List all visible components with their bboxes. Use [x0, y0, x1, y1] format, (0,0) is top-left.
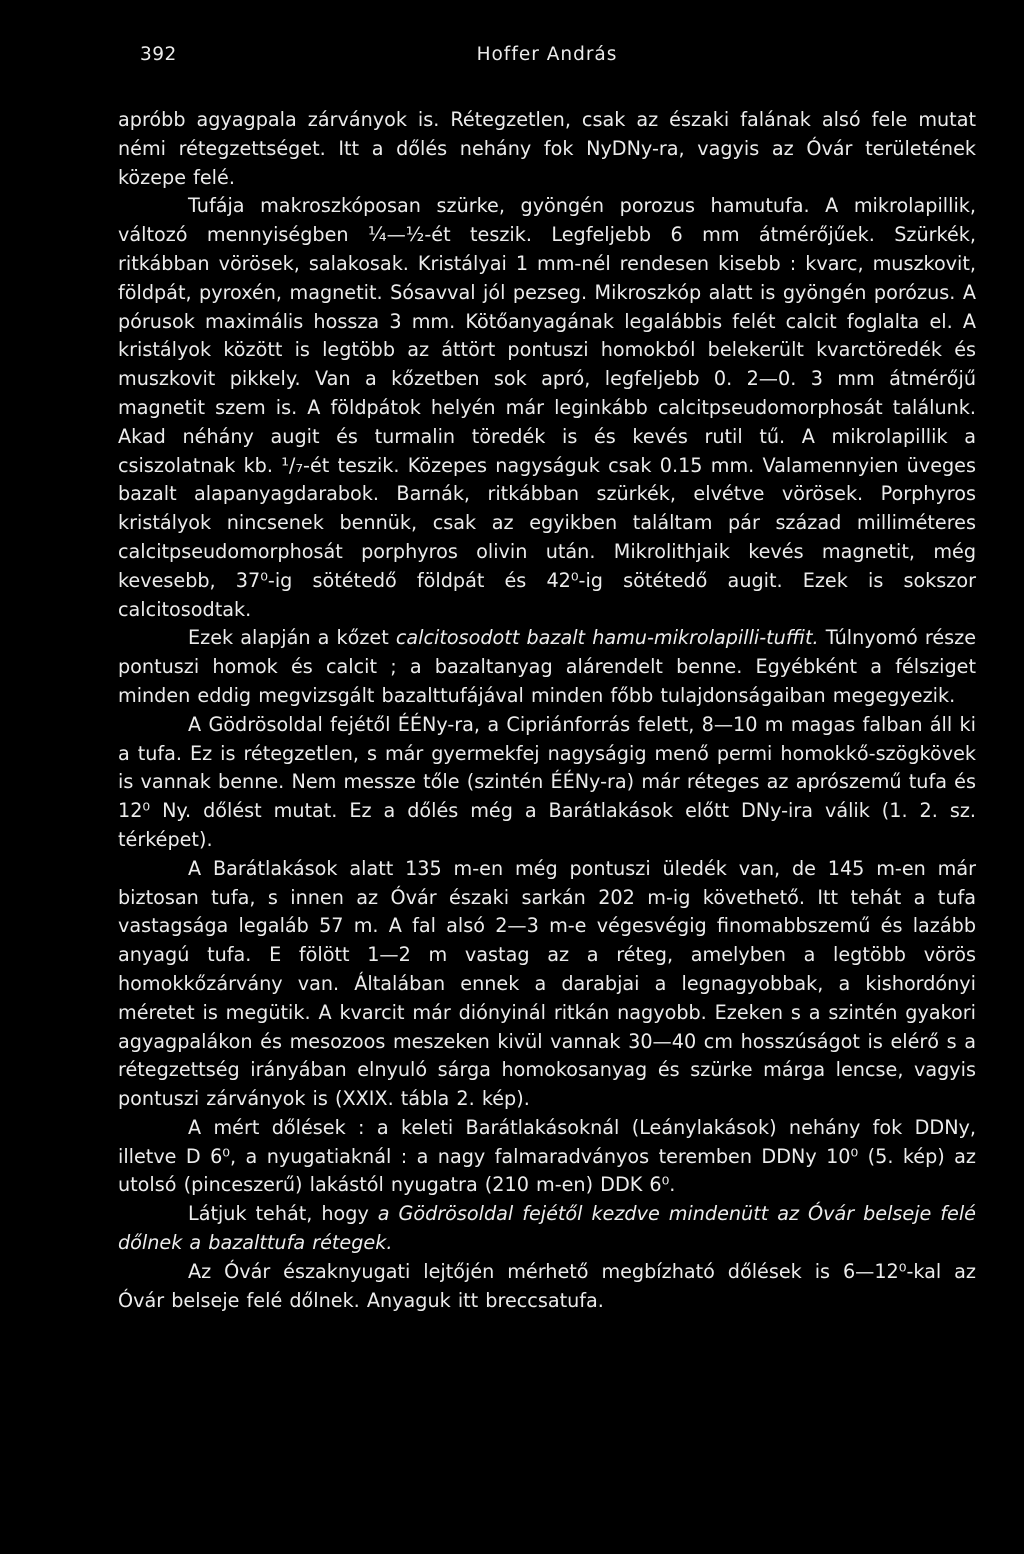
page-number: 392	[140, 44, 177, 65]
paragraph	[118, 1200, 976, 1258]
text-run: A Barátlakások alatt 135 m-en még pontuszi üledék van, de 145 m-en már biztosan tufa, s innen az Óvár északi sarkán 202 m-ig követhető. Itt tehát a tufa vastagsága legaláb 57 m. A fal alsó 2—3 m-e végesvégig finomabbszemű és lazább anyagú tufa. E fölött 1—2 m vastag az a réteg, amelyben a legtöbb vörös homokkőzárvány van. Általában ennek a darabjai a legnagyobbak, a kishordónyi méretet is megütik. A kvarcit már diónyinál ritkán nagyobb. Ezeken s a szintén gyakori agyagpalákon és mesozoos meszeken kivül vannak 30—40 cm hosszúságot is elérő s a rétegzettség irányában elnyuló sárga homokosanyag és szürke márga lencse, vagyis pontuszi zárványok is (XXIX. tábla 2. kép).	[118, 856, 976, 1111]
text-run: Ezek alapján a kőzet	[188, 626, 396, 650]
paragraph	[118, 1114, 976, 1200]
italic-text: calcitosodott bazalt hamu-mikrolapilli-tuffit.	[395, 626, 819, 650]
paragraph	[118, 624, 976, 710]
paragraph	[118, 855, 976, 1114]
text-run: A mért dőlések : a keleti Barátlakásoknál (Leánylakások) nehány fok DDNy, illetve D 6⁰, a nyugatiaknál : a nagy falmaradványos teremben DDNy 10⁰ (5. kép) az utolsó (pinceszerű) lakástól nyugatra (210 m-en) DDK 6⁰.	[118, 1115, 976, 1197]
paragraph	[118, 192, 976, 624]
running-head: Hoffer András	[476, 44, 618, 65]
text-run: Tufája makroszkóposan szürke, gyöngén porozus hamutufa. A mikrolapillik, változó mennyiségben ¼—½-ét teszik. Legfeljebb 6 mm átmérőjűek. Szürkék, ritkábban vörösek, salakosak. Kristályai 1 mm-nél rendesen kisebb : kvarc, muszkovit, földpát, pyroxén, magnetit. Sósavval jól pezseg. Mikroszkóp alatt is gyöngén porózus. A pórusok maximális hossza 3 mm. Kötőanyagának legalábbis felét calcit foglalta el. A kristályok között is legtöbb az áttört pontuszi homokból belekerült kvarctöredék és muszkovit pikkely. Van a kőzetben sok apró, legfeljebb 0. 2—0. 3 mm átmérőjű magnetit szem is. A földpátok helyén már leginkább calcitpseudomorphosát találunk. Akad néhány augit és turmalin töredék is és kevés rutil tű. A mikrolapillik a csiszolatnak kb. ¹/₇-ét teszik. Közepes nagyságuk csak 0.15 mm. Valamennyien üveges bazalt alapanyagdarabok. Barnák, ritkábban szürkék, elvétve vörösek. Porphyros kristályok nincsenek bennük, csak az egyikben találtam pár század milliméteres calcitpseudomorphosát porphyros olivin után. Mikrolithjaik kevés magnetit, még kevesebb, 37⁰-ig sötétedő földpát és 42⁰-ig sötétedő augit. Ezek is sokszor calcitosodtak.	[118, 194, 976, 621]
text-run: Túlnyomó része pontuszi homok és calcit ; a bazaltanyag alárendelt benne. Egyébként a félsziget minden eddig megvizsgált bazalttufájával minden főbb tulajdonságaiban megegyezik.	[118, 626, 977, 707]
text-run: apróbb agyagpala zárványok is. Rétegzetlen, csak az északi falának alsó fele mutat némi rétegzettséget. Itt a dőlés nehány fok NyDNy-ra, vagyis az Óvár területének közepe felé.	[118, 108, 976, 189]
text-run: A Gödrösoldal fejétől ÉÉNy-ra, a Cipriánforrás felett, 8—10 m magas falban áll ki a tufa. Ez is rétegzetlen, s már gyermekfej nagyságig menő permi homokkő-szögkövek is vannak benne. Nem messze tőle (szintén ÉÉNy-ra) már réteges az aprószemű tufa és 12⁰ Ny. dőlést mutat. Ez a dőlés még a Barátlakások előtt DNy-ira válik (1. 2. sz. térképet).	[118, 712, 976, 851]
paragraph	[118, 1258, 976, 1316]
text-run: Az Óvár északnyugati lejtőjén mérhető megbízható dőlések is 6—12⁰-kal az Óvár belseje felé dőlnek. Anyaguk itt breccsatufa.	[118, 1259, 976, 1312]
paragraph	[118, 106, 976, 192]
body-text	[118, 106, 976, 1315]
paragraph	[118, 711, 976, 855]
italic-text: a Gödrösoldal fejétől kezdve mindenütt az Óvár belseje felé dőlnek a bazalttufa rétegek.	[118, 1202, 976, 1255]
text-run: Látjuk tehát, hogy	[188, 1202, 378, 1226]
page-header	[118, 44, 976, 74]
